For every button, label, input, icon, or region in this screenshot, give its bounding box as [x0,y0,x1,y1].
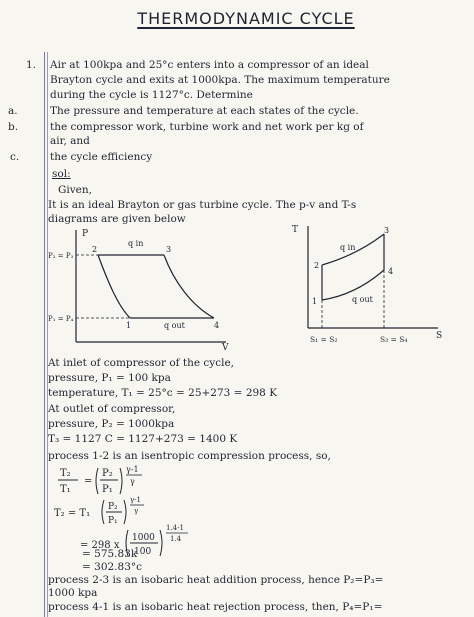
ts-s34-label: S₃ = S₄ [380,335,408,344]
given-line-1: It is an ideal Brayton or gas turbine cycle. The p-v and T-s [48,199,357,211]
ts-s12-label: S₁ = S₂ [310,335,338,344]
pv-q-in-label: q in [128,239,144,248]
inlet-heading: At inlet of compressor of the cycle, [48,357,235,369]
eq1-lhs-numerator: T₂ [60,468,71,479]
problem-line-2: Brayton cycle and exits at 1000kpa. The maximum temperature [50,74,390,86]
inlet-pressure: pressure, P₁ = 100 kpa [48,372,171,384]
eq1-exp-denominator: γ [130,477,135,486]
pv-axis-p-label: P [82,229,89,239]
pv-state-4: 4 [214,321,220,330]
part-c-marker: c. [10,151,20,163]
problem-line-1: Air at 100kpa and 25°c enters into a compressor of an ideal [50,59,369,71]
eq2-right-paren [124,500,126,524]
part-c-text: the cycle efficiency [50,151,153,163]
part-a-marker: a. [8,105,18,117]
eq3-numerator: 1000 [132,533,155,543]
max-temperature: T₃ = 1127 C = 1127+273 = 1400 K [48,433,238,445]
part-b-marker: b. [8,121,19,133]
process-4-1-statement: process 4-1 is an isobaric heat rejection process, then, P₄=P₁= [48,601,383,613]
eq3-right-paren [160,530,162,556]
eq1-right-paren [120,468,122,494]
eq1-equals: = [84,476,93,487]
pv-expansion-curve [164,255,214,318]
eq2-numerator: P₂ [108,502,118,512]
result-t2-celsius: = 302.83°c [82,561,143,573]
outlet-heading: At outlet of compressor, [48,403,176,415]
ts-state-3: 3 [384,226,390,235]
ts-diagram [288,220,448,350]
solution-label: sol: [52,168,71,180]
pv-axis-v-label: V [222,343,229,352]
eq1-rhs-denominator: P₁ [102,484,113,495]
eq1-exp-numerator: γ-1 [126,465,139,474]
ts-axis-t-label: T [292,225,299,235]
eq2-exp-numerator: γ-1 [130,496,142,504]
eq1-lhs-denominator: T₁ [60,484,71,495]
ts-state-2: 2 [314,261,320,270]
eq3-denominator: 100 [134,547,152,557]
eq2-denominator: P₁ [108,516,118,526]
result-t2-kelvin: = 575.83k [82,548,138,560]
eq2-left-paren [102,500,104,524]
problem-number: 1. [26,59,37,71]
eq2-lhs: T₂ = T₁ [54,508,91,519]
margin-line [44,52,45,617]
pv-state-3: 3 [166,245,172,254]
pv-state-1: 1 [126,321,132,330]
ts-q-in-label: q in [340,243,356,252]
eq3-exp-denominator: 1.4 [170,535,182,543]
ts-state-1: 1 [312,297,318,306]
eq2-exp-denominator: γ [134,507,139,515]
part-a-text: The pressure and temperature at each states of the cycle. [50,105,359,117]
eq1-rhs-numerator: P₂ [102,468,113,479]
inlet-temperature: temperature, T₁ = 25°c = 25+273 = 298 K [48,387,278,399]
ts-state-4: 4 [388,267,394,276]
page-title: THERMODYNAMIC CYCLE [137,9,355,28]
outlet-pressure: pressure, P₂ = 1000kpa [48,418,175,430]
ts-axis-s-label: S [436,331,443,341]
part-b-text-1: the compressor work, turbine work and net work per kg of [50,121,364,133]
given-label: Given, [58,184,92,196]
process-2-3-pressure: 1000 kpa [48,587,98,599]
problem-line-3: during the cycle is 1127°c. Determine [50,89,253,101]
pv-p23-label: P₂ = P₃ [48,252,74,260]
pv-diagram [46,222,236,352]
part-b-text-2: air, and [50,135,90,147]
pv-compression-curve [98,255,130,318]
eq1-left-paren [96,468,98,494]
pv-state-2: 2 [92,245,98,254]
eq3-exp-numerator: 1.4-1 [166,524,184,532]
ts-q-out-label: q out [352,295,373,304]
process-2-3-statement: process 2-3 is an isobaric heat addition process, hence P₂=P₃= [48,574,384,586]
eq3-lhs: = 298 x [80,540,120,551]
pv-p14-label: P₁ = P₄ [48,315,74,323]
process-1-2-statement: process 1-2 is an isentropic compression process, so, [48,450,331,462]
given-line-2: diagrams are given below [48,213,186,225]
pv-q-out-label: q out [164,321,185,330]
